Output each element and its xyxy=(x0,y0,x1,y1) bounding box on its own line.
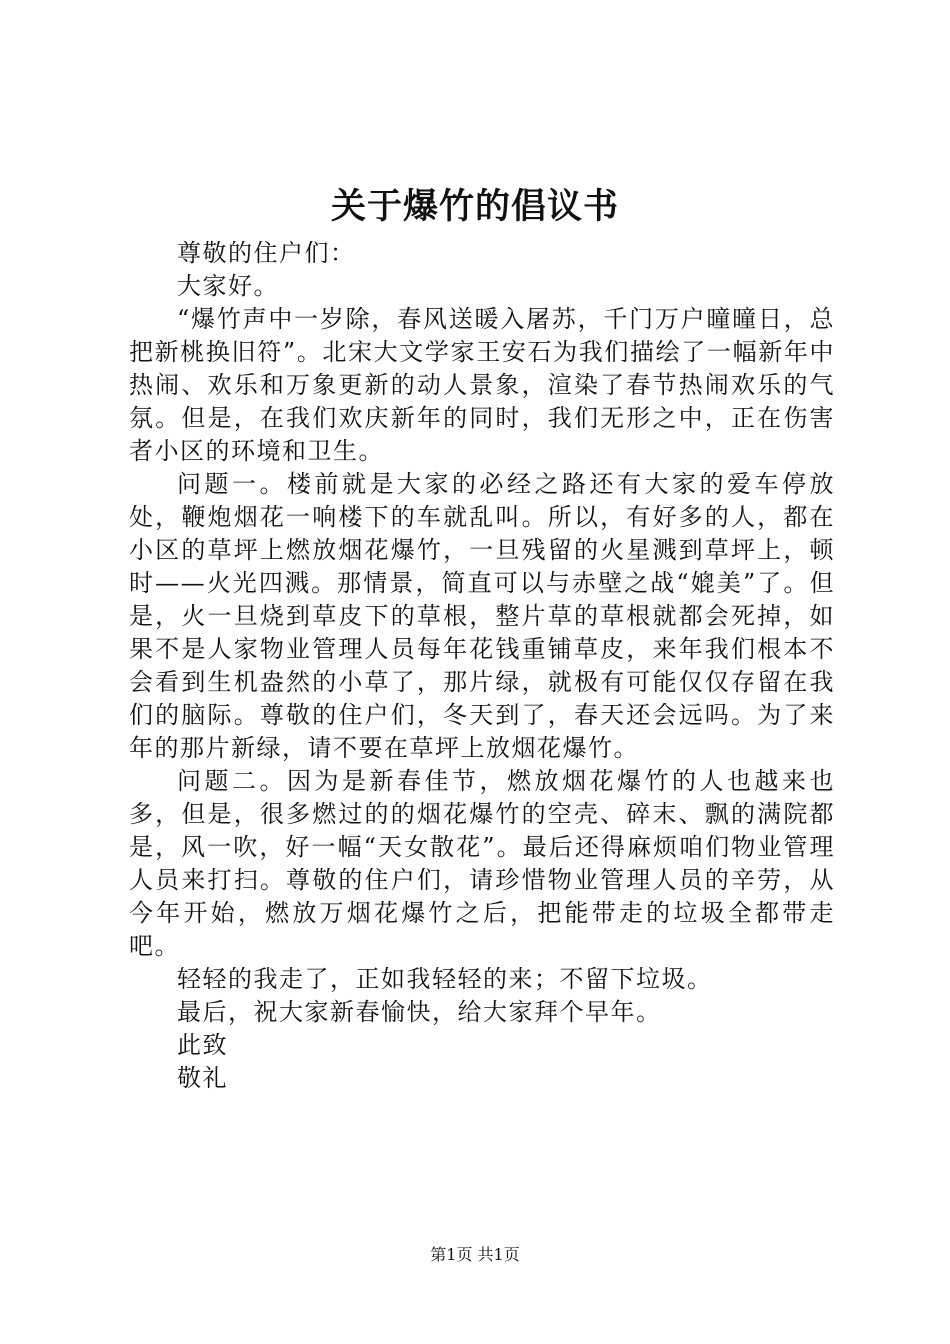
paragraph-issue-two: 问题二。因为是新春佳节，燃放烟花爆竹的人也越来也多，但是，很多燃过的的烟花爆竹的空壳、碎末、飘的满院都是，风一吹，好一幅“天女散花”。最后还得麻烦咱们物业管理人员来打扫。尊敬的住户们，请珍惜物业管理人员的辛劳，从今年开始，燃放万烟花爆竹之后，把能带走的垃圾全都带走吧。 xyxy=(129,767,835,960)
salutation: 尊敬的住户们： xyxy=(177,239,356,267)
paragraph-closing-line: 轻轻的我走了，正如我轻轻的来；不留下垃圾。 xyxy=(177,965,713,993)
document-title: 关于爆竹的倡议书 xyxy=(330,186,619,227)
greeting: 大家好。 xyxy=(177,272,279,300)
paragraph-intro: “爆竹声中一岁除，春风送暖入屠苏，千门万户曈曈日，总把新桃换旧符”。北宋大文学家王安石为我们描绘了一幅新年中热闹、欢乐和万象更新的动人景象，渲染了春节热闹欢乐的气氛。但是，在我们欢庆新年的同时，我们无形之中，正在伤害者小区的环境和卫生。 xyxy=(129,305,835,465)
paragraph-wishes: 最后，祝大家新春愉快，给大家拜个早年。 xyxy=(177,998,662,1026)
document-body xyxy=(129,237,835,1095)
paragraph-issue-one: 问题一。楼前就是大家的必经之路还有大家的爱车停放处，鞭炮烟花一响楼下的车就乱叫。所以，有好多的人，都在小区的草坪上燃放烟花爆竹，一旦残留的火星溅到草坪上，顿时——火光四溅。那情景，简直可以与赤壁之战“媲美”了。但是，火一旦烧到草皮下的草根，整片草的草根就都会死掉，如果不是人家物业管理人员每年花钱重铺草皮，来年我们根本不会看到生机盎然的小草了，那片绿，就极有可能仅仅存留在我们的脑际。尊敬的住户们，冬天到了，春天还会远吗。为了来年的那片新绿，请不要在草坪上放烟花爆竹。 xyxy=(129,470,835,762)
closing-cizhi: 此致 xyxy=(177,1031,228,1059)
page-number-footer: 第1页 共1页 xyxy=(430,1245,520,1264)
closing-jingli: 敬礼 xyxy=(177,1064,228,1092)
